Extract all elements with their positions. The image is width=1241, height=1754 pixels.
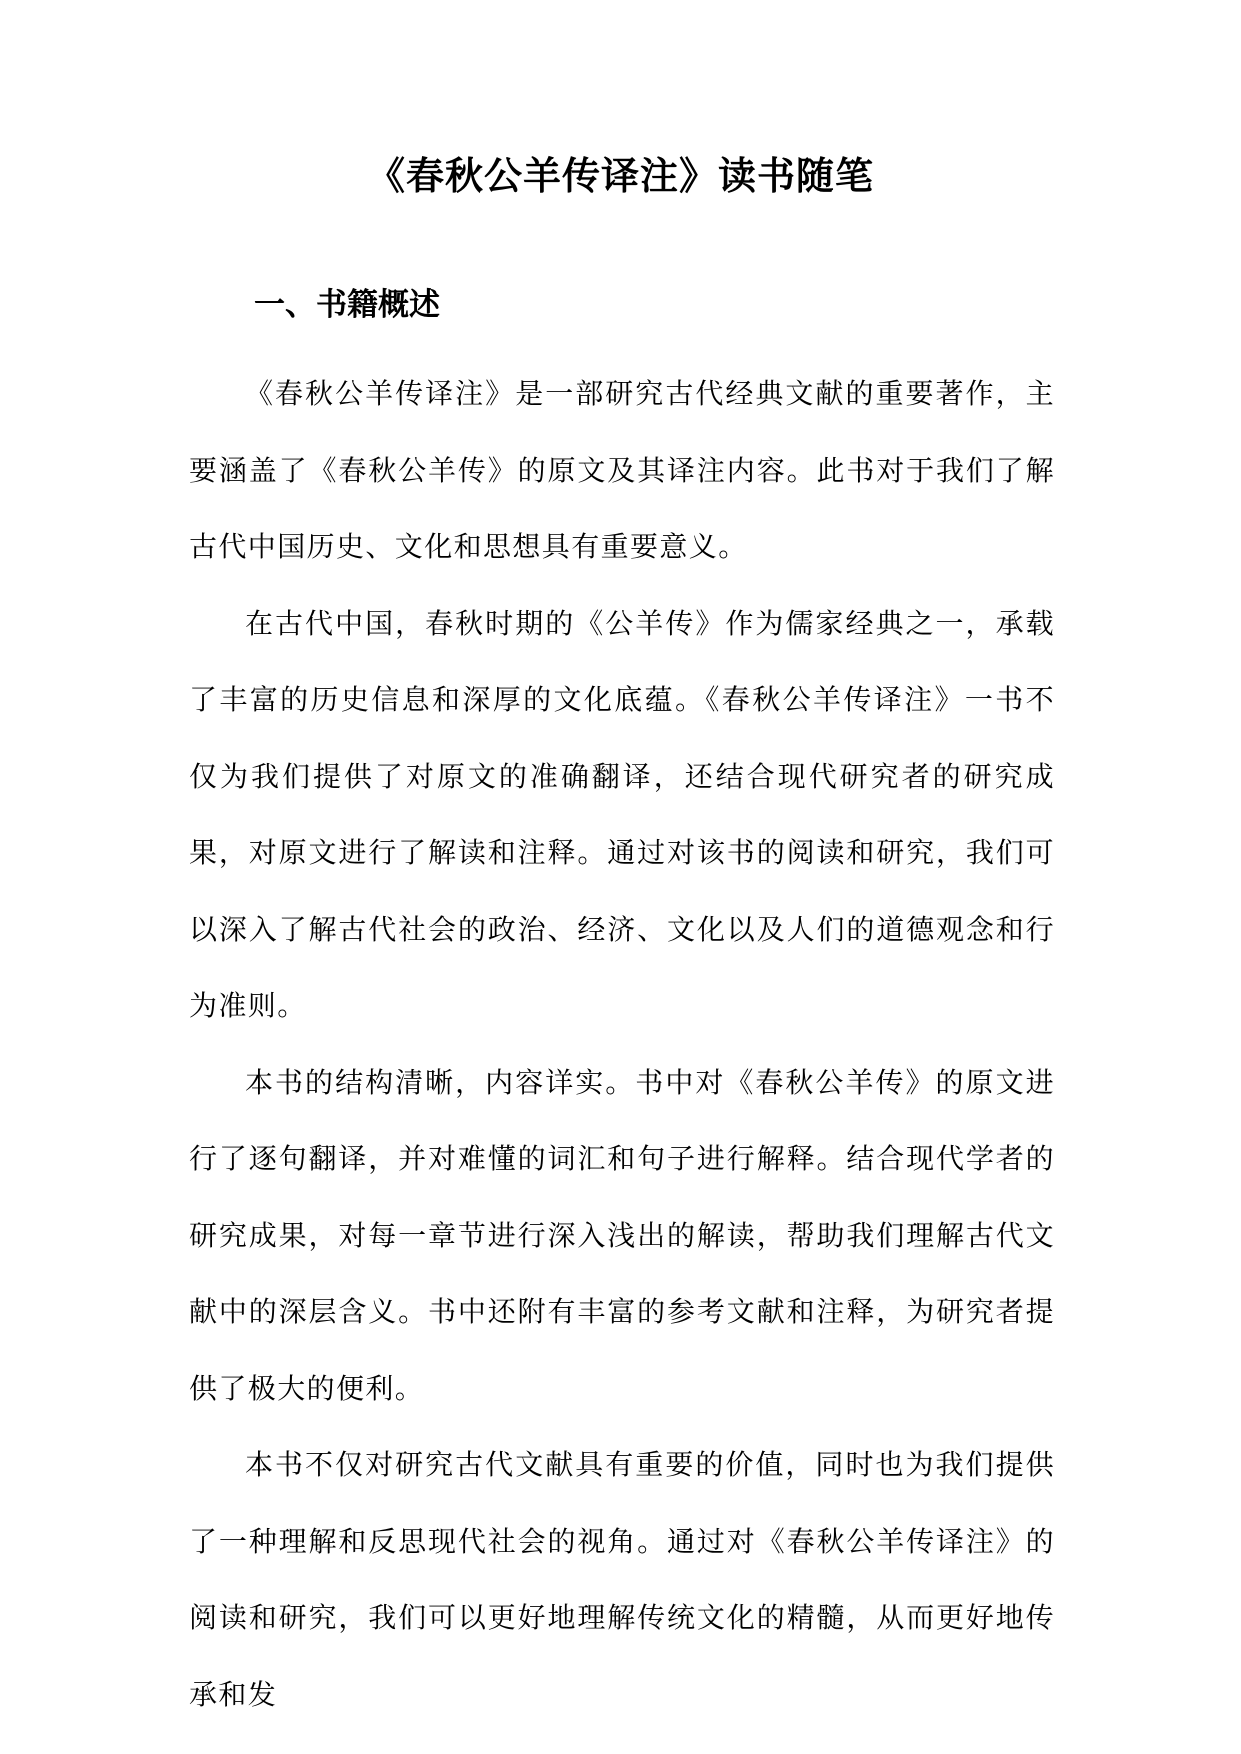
section-heading: 一、书籍概述 <box>254 287 440 323</box>
paragraph: 《春秋公羊传译注》是一部研究古代经典文献的重要著作，主要涵盖了《春秋公羊传》的原文及其译注内容。此书对于我们了解古代中国历史、文化和思想具有重要意义。 <box>189 377 1055 563</box>
paragraph: 本书的结构清晰，内容详实。书中对《春秋公羊传》的原文进行了逐句翻译，并对难懂的词汇和句子进行解释。结合现代学者的研究成果，对每一章节进行深入浅出的解读，帮助我们理解古代文献中的深层含义。书中还附有丰富的参考文献和注释，为研究者提供了极大的便利。 <box>189 1065 1055 1405</box>
paragraph: 本书不仅对研究古代文献具有重要的价值，同时也为我们提供了一种理解和反思现代社会的视角。通过对《春秋公羊传译注》的阅读和研究，我们可以更好地理解传统文化的精髓，从而更好地传承和发 <box>189 1448 1055 1711</box>
paragraph: 在古代中国，春秋时期的《公羊传》作为儒家经典之一，承载了丰富的历史信息和深厚的文化底蕴。《春秋公羊传译注》一书不仅为我们提供了对原文的准确翻译，还结合现代研究者的研究成果，对原文进行了解读和注释。通过对该书的阅读和研究，我们可以深入了解古代社会的政治、经济、文化以及人们的道德观念和行为准则。 <box>189 606 1055 1022</box>
section-body <box>189 356 1055 1733</box>
document-title: 《春秋公羊传译注》读书随笔 <box>366 153 874 198</box>
